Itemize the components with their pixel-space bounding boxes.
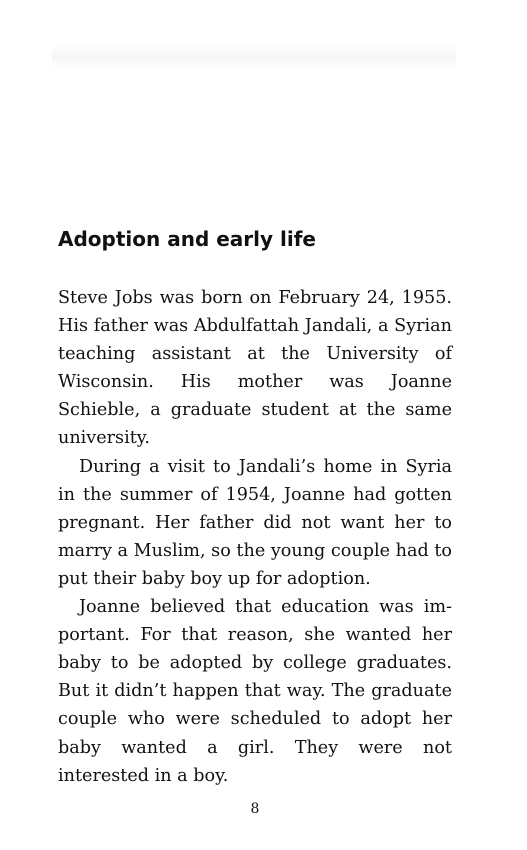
- section-heading: Adoption and early life: [58, 227, 316, 251]
- paragraph: Joanne believed that education was important. For that reason, she wanted her baby to be adopted by college graduates. But it didn’t happen that way. The graduate couple who were scheduled to adopt her baby wanted a girl. They were not interested in a boy.: [58, 597, 452, 786]
- paragraph: Steve Jobs was born on February 24, 1955. His father was Abdulfattah Jandali, a Syrian teaching assistant at the University of Wisconsin. His mother was Joanne Schieble, a graduate student at the same university.: [58, 288, 452, 449]
- page-number: 8: [250, 801, 260, 817]
- body-text: [58, 284, 452, 790]
- paragraph: During a visit to Jandali’s home in Syria in the summer of 1954, Joanne had gotten pregnant. Her father did not want her to marry a Muslim, so the young couple had to put their baby boy up for adoption.: [58, 456, 452, 589]
- header-band: [52, 44, 456, 70]
